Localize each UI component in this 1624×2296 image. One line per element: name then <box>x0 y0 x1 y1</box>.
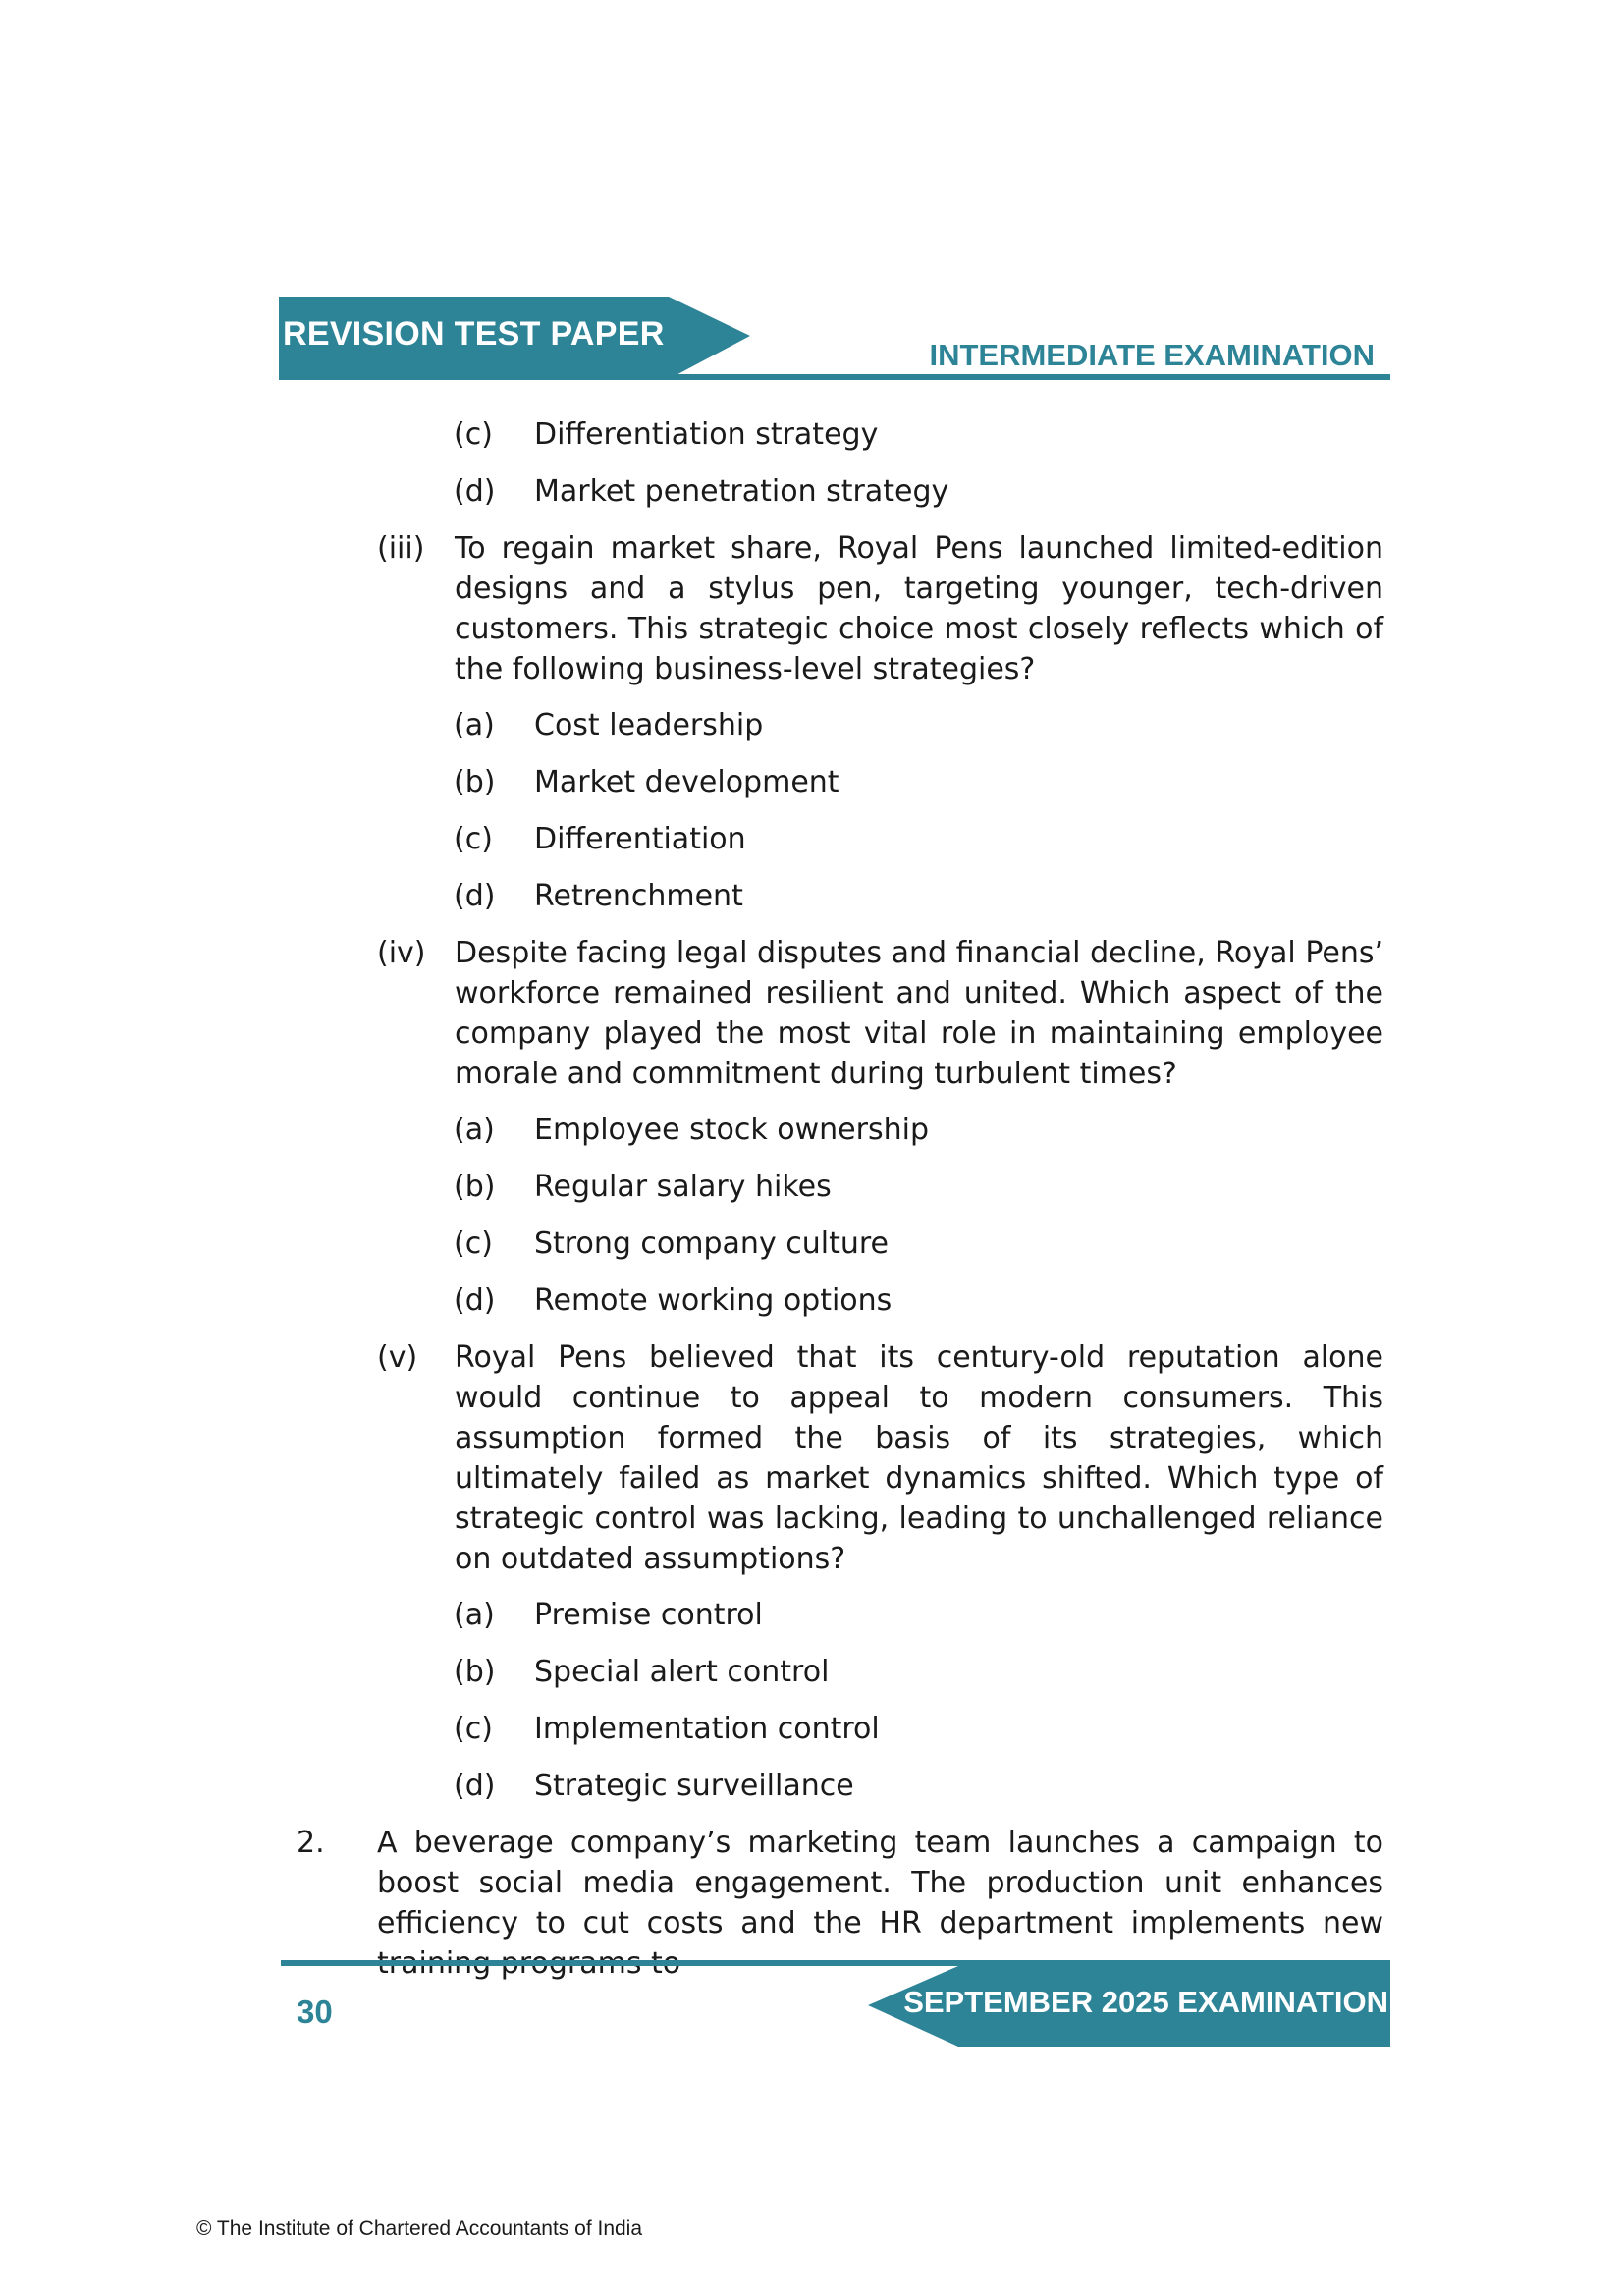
header-exam-name: INTERMEDIATE EXAMINATION <box>929 338 1375 372</box>
answer-option-text: Market penetration strategy <box>534 474 949 509</box>
answer-option-label: (d) <box>454 1284 496 1318</box>
sub-question-text: Royal Pens believed that its century-old reputation alone would continue to appeal to modern consumers. This assumption formed the basis of its strategies, which ultimately failed as market dynamics shifted. Which type of strategic control was lacking, leading to unchallenged reliance on outdated assumptions? <box>455 1340 1383 1576</box>
answer-option-text: Employee stock ownership <box>534 1113 929 1147</box>
page-number: 30 <box>297 1994 333 2030</box>
header-divider <box>279 374 1390 380</box>
answer-option-text: Market development <box>534 765 839 799</box>
answer-option-text: Retrenchment <box>534 879 743 913</box>
answer-option-label: (c) <box>454 417 493 452</box>
answer-option-label: (d) <box>454 474 496 509</box>
answer-option-label: (a) <box>454 708 495 742</box>
sub-question <box>0 933 1624 1094</box>
answer-option <box>0 762 1624 802</box>
question-content <box>0 414 1624 1999</box>
answer-option-text: Special alert control <box>534 1655 830 1689</box>
answer-option <box>0 1281 1624 1321</box>
footer-exam-label: SEPTEMBER 2025 EXAMINATION <box>903 1985 1388 2019</box>
answer-option-label: (b) <box>454 765 496 799</box>
answer-option-label: (c) <box>454 822 493 856</box>
answer-option-text: Remote working options <box>534 1284 893 1318</box>
answer-option-text: Strong company culture <box>534 1227 889 1261</box>
answer-option <box>0 1652 1624 1692</box>
answer-option <box>0 1709 1624 1749</box>
answer-option-text: Premise control <box>534 1598 763 1632</box>
answer-option-label: (d) <box>454 879 496 913</box>
answer-option-text: Implementation control <box>534 1712 880 1746</box>
answer-option <box>0 1167 1624 1207</box>
sub-question <box>0 1338 1624 1579</box>
copyright-notice: © The Institute of Chartered Accountants of India <box>196 2217 643 2240</box>
answer-option-text: Cost leadership <box>534 708 764 742</box>
answer-option-text: Regular salary hikes <box>534 1170 832 1204</box>
answer-option <box>0 1766 1624 1806</box>
answer-option-text: Differentiation <box>534 822 746 856</box>
answer-option-label: (c) <box>454 1712 493 1746</box>
answer-option-label: (c) <box>454 1227 493 1261</box>
answer-option <box>0 819 1624 859</box>
answer-option <box>0 1110 1624 1150</box>
sub-question <box>0 528 1624 689</box>
question-text: A beverage company’s marketing team launches a campaign to boost social media engagement. The production unit enhances efficiency to cut costs and the HR department implements new <box>377 1826 1383 1941</box>
answer-option <box>0 705 1624 745</box>
answer-option-label: (b) <box>454 1170 496 1204</box>
answer-option-label: (a) <box>454 1113 495 1147</box>
sub-question-label: (v) <box>377 1340 418 1375</box>
answer-option <box>0 414 1624 455</box>
question-label: 2. <box>297 1826 325 1860</box>
answer-option-label: (b) <box>454 1655 496 1689</box>
header-title: REVISION TEST PAPER <box>283 315 665 353</box>
sub-question-text: To regain market share, Royal Pens launched limited-edition designs and a stylus pen, targeting younger, tech-driven customers. This strategic choice most closely reflects which of the following business-level strategies? <box>455 531 1383 686</box>
answer-option <box>0 1595 1624 1635</box>
sub-question-label: (iv) <box>377 936 426 970</box>
answer-option-text: Strategic surveillance <box>534 1769 854 1803</box>
answer-option <box>0 471 1624 512</box>
answer-option-label: (a) <box>454 1598 495 1632</box>
sub-question-text: Despite facing legal disputes and financial decline, Royal Pens’ workforce remained resilient and united. Which aspect of the company played the most vital role in maintaining employee morale and commitment during turbulent times? <box>455 936 1383 1091</box>
sub-question-label: (iii) <box>377 531 425 566</box>
answer-option <box>0 1224 1624 1264</box>
answer-option-text: Differentiation strategy <box>534 417 879 452</box>
answer-option-label: (d) <box>454 1769 496 1803</box>
answer-option <box>0 876 1624 916</box>
